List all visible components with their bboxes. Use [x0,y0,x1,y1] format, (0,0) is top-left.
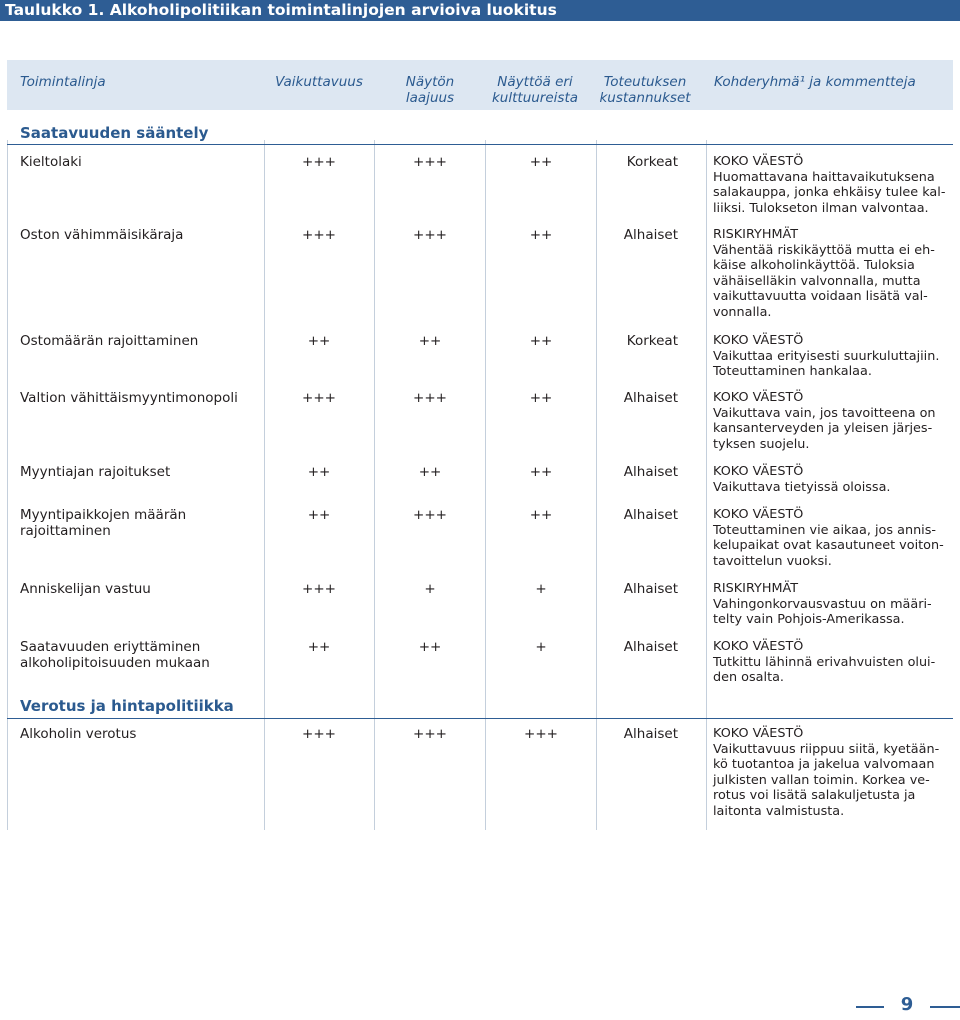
row-kustannukset: Alhaiset [623,507,678,523]
column-divider [7,140,8,830]
table-title: Taulukko 1. Alkoholipolitiikan toimintalinjojen arvioiva luokitus [5,1,557,19]
footer-rule-left [856,1006,884,1008]
row-kustannukset: Alhaiset [623,726,678,742]
row-kulttuurit: ++ [529,227,553,243]
row-kustannukset: Alhaiset [623,390,678,406]
row-comment: RISKIRYHMÄT Vähentää riskikäyttöä mutta ei eh- käise alkoholinkäyttöä. Tuloksia vähäiselläkin valvonnalla, mutta vaikuttavuutta voidaan lisätä val- vonnalla. [713,227,935,320]
row-comment: KOKO VÄESTÖ Toteuttaminen vie aikaa, jos annis- kelupaikat ovat kasautuneet voiton- tavoittelun vuoksi. [713,507,944,569]
page-number: 9 [900,994,914,1015]
section-title-saatavuus: Saatavuuden sääntely [20,124,209,142]
row-kustannukset: Korkeat [626,333,678,349]
row-vaikuttavuus: +++ [302,390,336,406]
row-comment: KOKO VÄESTÖ Huomattavana haittavaikutuksena salakauppa, jonka ehkäisy tulee kal- liiksi. Tulokseton ilman valvontaa. [713,154,946,216]
row-comment: KOKO VÄESTÖ Vaikuttaa erityisesti suurkuluttajiin. Toteuttaminen hankalaa. [713,333,940,379]
row-kustannukset: Alhaiset [623,227,678,243]
row-name: Myyntipaikkojen määrän rajoittaminen [20,507,187,539]
section-title-verotus: Verotus ja hintapolitiikka [20,697,234,715]
row-laajuus: +++ [413,726,447,742]
row-name: Saatavuuden eriyttäminen alkoholipitoisuuden mukaan [20,639,210,671]
row-name: Valtion vähittäismyyntimonopoli [20,390,238,406]
row-name: Myyntiajan rajoitukset [20,464,171,480]
row-laajuus: + [424,581,436,597]
header-toteutuksen-kustannukset: Toteutuksen kustannukset [599,74,691,106]
header-kohderyhma: Kohderyhmä¹ ja kommentteja [714,74,916,90]
row-kustannukset: Alhaiset [623,464,678,480]
row-kustannukset: Alhaiset [623,581,678,597]
row-name: Kieltolaki [20,154,82,170]
header-vaikuttavuus: Vaikuttavuus [275,74,363,90]
row-kulttuurit: + [535,639,547,655]
row-name: Oston vähimmäisikäraja [20,227,184,243]
row-comment: KOKO VÄESTÖ Tutkittu lähinnä erivahvuisten olui- den osalta. [713,639,936,685]
row-name: Alkoholin verotus [20,726,137,742]
row-vaikuttavuus: ++ [307,464,331,480]
row-kulttuurit: ++ [529,154,553,170]
section-divider [7,144,953,145]
row-vaikuttavuus: +++ [302,581,336,597]
row-name: Anniskelijan vastuu [20,581,151,597]
row-laajuus: +++ [413,154,447,170]
row-kustannukset: Korkeat [626,154,678,170]
row-laajuus: +++ [413,227,447,243]
row-kulttuurit: ++ [529,390,553,406]
row-kulttuurit: ++ [529,507,553,523]
row-vaikuttavuus: ++ [307,639,331,655]
row-kulttuurit: + [535,581,547,597]
column-divider [706,140,707,830]
row-laajuus: ++ [418,639,442,655]
row-kulttuurit: +++ [524,726,558,742]
row-comment: KOKO VÄESTÖ Vaikuttava tietyissä oloissa. [713,464,891,495]
row-kulttuurit: ++ [529,333,553,349]
row-laajuus: +++ [413,390,447,406]
row-kulttuurit: ++ [529,464,553,480]
title-bar [0,0,960,21]
row-laajuus: +++ [413,507,447,523]
row-vaikuttavuus: +++ [302,726,336,742]
row-kustannukset: Alhaiset [623,639,678,655]
footer-rule-right [930,1006,960,1008]
row-name: Ostomäärän rajoittaminen [20,333,199,349]
section-divider [7,718,953,719]
header-nayton-laajuus: Näytön laajuus [405,74,455,106]
row-comment: KOKO VÄESTÖ Vaikuttava vain, jos tavoitteena on kansanterveyden ja yleisen järjes- tyksen suojelu. [713,390,936,452]
row-vaikuttavuus: ++ [307,333,331,349]
row-comment: RISKIRYHMÄT Vahingonkorvausvastuu on määri- telty vain Pohjois-Amerikassa. [713,581,932,627]
row-comment: KOKO VÄESTÖ Vaikuttavuus riippuu siitä, kyetään- kö tuotantoa ja jakelua valvomaan julkisten vallan toimin. Korkea ve- rotus voi lisätä salakuljetusta ja laitonta valmistusta. [713,726,940,819]
row-vaikuttavuus: ++ [307,507,331,523]
header-nayttoa-kulttuureista: Näyttöä eri kulttuureista [491,74,579,106]
row-vaikuttavuus: +++ [302,227,336,243]
header-toimintalinja: Toimintalinja [20,74,106,90]
row-laajuus: ++ [418,333,442,349]
row-laajuus: ++ [418,464,442,480]
row-vaikuttavuus: +++ [302,154,336,170]
